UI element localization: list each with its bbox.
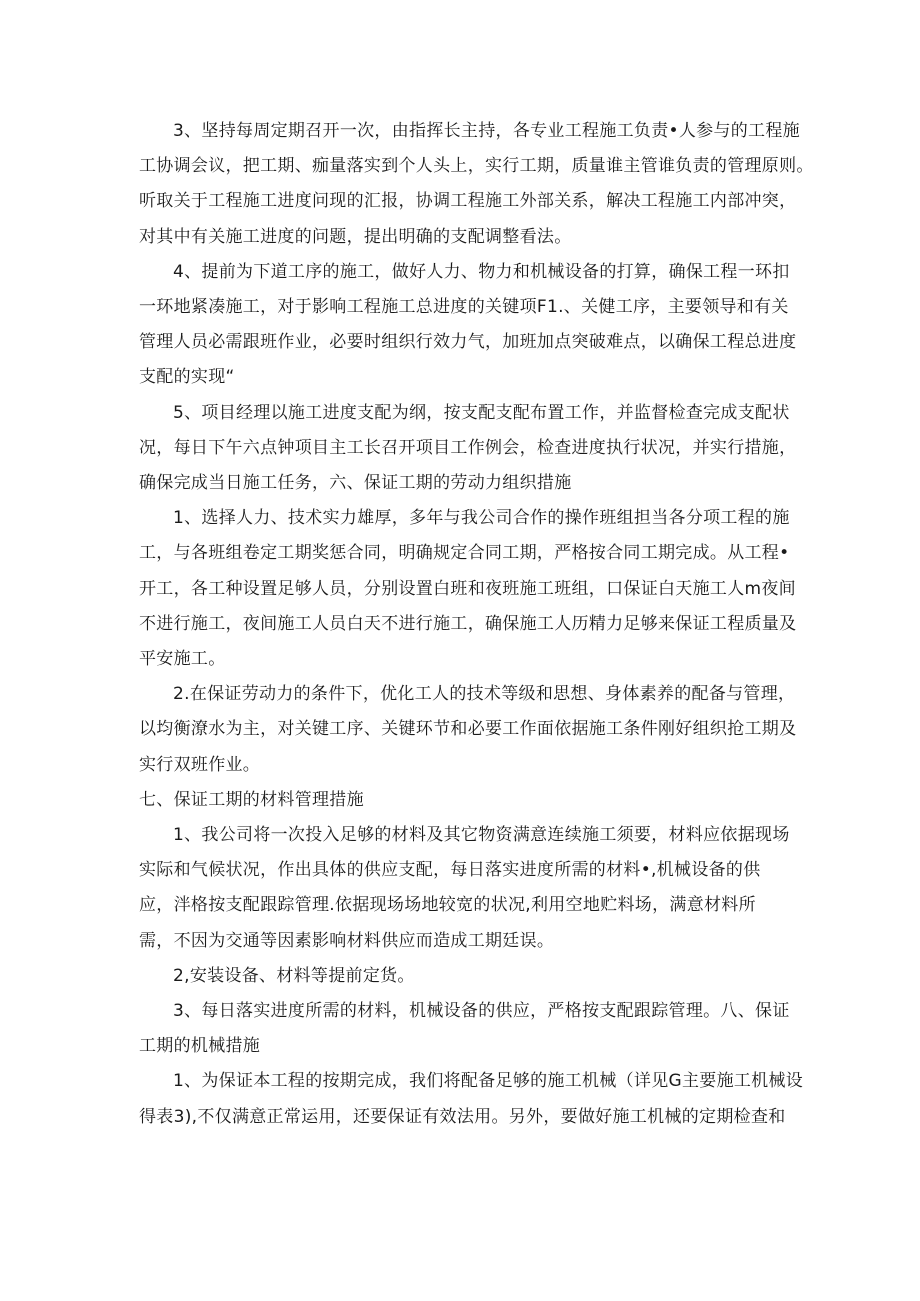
- text-line: 以均衡潦水为主，对关键工序、关键环节和必要工作面依据施工条件刚好组织抢工期及: [139, 719, 797, 740]
- text-line: 工期的机械措施: [139, 1036, 261, 1057]
- text-line: 3、坚持每周定期召开一次，由指挥长主持，各专业工程施工负责•人参与的工程施: [173, 121, 800, 141]
- text-line: 1、为保证本工程的按期完成，我们将配备足够的施工机械（详见G主要施工机械设: [173, 1071, 804, 1092]
- text-line: 2.在保证劳动力的条件下，优化工人的技术等级和思想、身体素养的配备与管理，: [173, 684, 796, 705]
- document-body: [139, 114, 814, 1135]
- text-line: 听取关于工程施工进度问现的汇报，协调工程施工外部关系，解决工程施工内部冲突，: [139, 191, 797, 212]
- paragraph-4-advance-planning: [139, 255, 797, 396]
- text-line: 平安施工。: [139, 649, 226, 670]
- text-line: 工协调会议，把工期、痂量落实到个人头上，实行工期，质量谁主管谁负责的管理原则。: [139, 156, 814, 177]
- text-line: 开工，各工种设置足够人员，分别设置白班和夜班施工班组，口保证白天施工人m夜间: [139, 578, 796, 599]
- paragraph-2-advance-order: [139, 959, 787, 994]
- text-line: 1、选择人力、技术实力雄厚，多年与我公司合作的操作班组担当各分项工程的施: [173, 508, 790, 529]
- text-line: 需，不因为交通等因素影响材料供应而造成工期廷误。: [139, 930, 555, 951]
- text-line: 实行双班作业。: [139, 754, 261, 775]
- text-line: 工，与各班组卷定工期奖惩合同，明确规定合同工期，严格按合同工期完成。从工程•: [139, 543, 790, 564]
- text-line: 一环地紧凑施工，对于影响工程施工总进度的关键项F1.、关健工序，主要领导和有关: [139, 297, 789, 318]
- text-line: 支配的实现“: [139, 367, 235, 388]
- text-line: 实际和气候状况，作出具体的供应支配，每日落实进度所需的材料•,机械设备的供: [139, 860, 761, 881]
- text-line: 管理人员必需跟班作业，必要时组织行效力气，加班加点突破难点，以确保工程总进度: [139, 332, 797, 353]
- paragraph-3-daily-supply: [139, 994, 790, 1064]
- text-line: 不进行施工，夜间施工人员白天不进行施工，确保施工人历精力足够来保证工程质量及: [139, 613, 797, 634]
- paragraph-1-machinery: [139, 1064, 804, 1134]
- text-line: 3、每日落实进度所需的材料，机械设备的供应，严格按支配跟踪管理。八、保证: [173, 1001, 790, 1022]
- text-line: 得表3),不仅满意正常运用，还要保证有效法用。另外，要做好施工机械的定期检查和: [139, 1106, 786, 1127]
- paragraph-5-project-manager: [139, 396, 797, 502]
- text-line: 确保完成当日施工任务，六、保证工期的劳动力组织措施: [139, 473, 572, 494]
- text-line: 对其中有关施工进度的问题，提出明确的支配调整看法。: [139, 226, 572, 247]
- text-line: 4、提前为下道工序的施工，做好人力、物力和机械设备的打算，确保工程一环扣: [173, 261, 790, 282]
- paragraph-3-weekly-meeting: [139, 114, 814, 255]
- section-heading-materials: [139, 783, 787, 818]
- section-heading-text: 七、保证工期的材料管理措施: [139, 789, 364, 810]
- text-line: 应，泮格按支配跟踪管理.依据现场场地较宽的状况,利用空地贮料场，满意材料所: [139, 895, 756, 916]
- text-line: 5、项目经理以施工进度支配为纲，按支配支配布置工作，并监督检查完成支配状: [173, 402, 790, 423]
- paragraph-2-labor-optimization: [139, 677, 797, 783]
- text-line: 1、我公司将一次投入足够的材料及其它物资满意连续施工须要，材料应依据现场: [173, 825, 790, 846]
- paragraph-1-labor-selection: [139, 501, 797, 677]
- paragraph-1-materials-supply: [139, 818, 790, 959]
- text-line: 况，每日下午六点钟项目主工长召开项目工作例会，检查进度执行状况，并实行措施，: [139, 437, 797, 458]
- text-line: 2,安装设备、材料等提前定货。: [173, 965, 415, 986]
